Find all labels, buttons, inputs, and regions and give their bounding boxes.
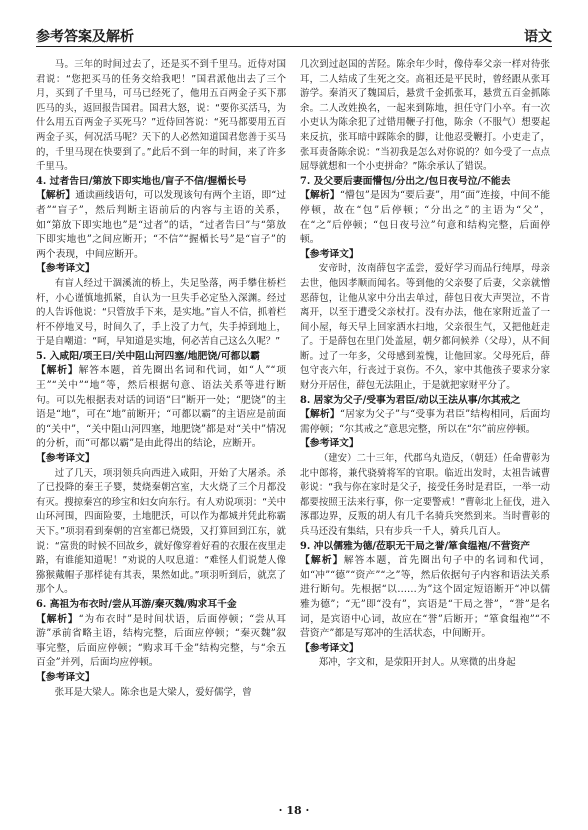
- translation-tag: 【参考译文】: [36, 671, 95, 683]
- analysis-tag: 【解析】: [36, 190, 76, 202]
- translation-paragraph: 马。三年的时间过去了，还是买不到千里马。近侍对国君说：“您把买马的任务交给我吧！”国君派他出去了三个月，买到了千里马，可马已经死了，他用五百两金子买下那匹马的头，返回报告国君。国君大怒，说：“要你买活马，为什么用五百两金子买死马？”近侍回答说：“死马都要用五百两金子买，何况活马呢？天下的人必然知道国君您善于买马的，千里马现在快要到了。”此后不到一年的时间，来了许多千里马。: [36, 59, 286, 173]
- left-column: [36, 58, 286, 700]
- analysis-tag: 【解析】: [300, 190, 340, 202]
- analysis-paragraph: [36, 189, 286, 262]
- analysis-tag: 【解析】: [36, 365, 79, 377]
- question-heading: 4. 过者告曰/第放下即实地也/盲子不信/握楯长号: [36, 175, 247, 187]
- question-heading: 8. 居家为父子/受事为君臣/动以王法从事/尔其戒之: [300, 394, 521, 406]
- translation-paragraph: 几次到过赵国的苦陉。陈余年少时，像侍奉父亲一样对待张耳，二人结成了生死之交。高祖还是平民时，曾经跟从张耳游学。秦消灭了魏国后，悬赏千金抓张耳，悬赏五百金抓陈余。二人改姓换名，一起来到陈地，担任守门小卒。有一次小吏认为陈余犯了过错用鞭子打他，陈余（不服气）想要起来反抗，张耳暗中踩陈余的脚，让他忍受鞭打。小吏走了，张耳责备陈余说：“当初我是怎么对你说的？如今受了一点点屈辱就想和一个小吏拼命？”陈余承认了错误。: [300, 59, 550, 173]
- analysis-text: 解答本题，首先圈出句子中的名词和代词，如“冲”“德”“资产”“之”等，然后依据句子内容和语法关系进行断句。先根据“以……为”这个固定短语断开“冲以儒雅为德”；“无”即“没有”，宾语是“干局之誉”，“誉”是名词，是宾语中心词，故应在“誉”后断开；“箪食缊袍”“不营资产”都是写郑冲的生活状态，中间断开。: [300, 555, 551, 640]
- question-heading: 9. 冲以儒雅为德/莅职无干局之誉/箪食缊袍/不营资产: [300, 540, 531, 552]
- page-number: · 18 ·: [278, 804, 310, 817]
- analysis-paragraph: [300, 408, 550, 437]
- analysis-text: 解答本题，首先圈出名词和代词，如“人”“项王”“关中”“地”等，然后根据句意、语法关系等进行断句。可以先根据表对话的词语“曰”断开一处；“肥饶”的主语是“地”，可在“地”前断开；“可都以霸”的主语应是前面的“关中”，“关中阻山河四塞，地肥饶”都是对“关中”情况的分析，而“可都以霸”是由此得出的结论，应断开。: [36, 365, 287, 450]
- subject-label: 语文: [524, 29, 552, 45]
- translation-tag: 【参考译文】: [300, 642, 359, 654]
- question-heading: 6. 高祖为布衣时/尝从耳游/秦灭魏/购求耳千金: [36, 598, 237, 610]
- analysis-text: “居家为父子”与“受事为君臣”结构相同，后面均需停顿；“尔其戒之”意思完整，所以在“尔”前应停顿。: [300, 409, 550, 435]
- analysis-paragraph: [300, 554, 550, 642]
- analysis-paragraph: [300, 189, 550, 247]
- translation-tag: 【参考译文】: [36, 453, 95, 465]
- analysis-paragraph: [36, 364, 286, 452]
- analysis-tag: 【解析】: [36, 613, 79, 625]
- analysis-paragraph: [36, 613, 286, 671]
- analysis-tag: 【解析】: [300, 409, 340, 421]
- translation-paragraph: 有盲人经过干涸溪流的桥上，失足坠落，两手攀住桥栏杆，小心谨慎地抓紧，自认为一旦失手必定坠入深渊。经过的人告诉他说：“只管放手下来，是实地。”盲人不信，抓着栏杆不停地叉号，时间久了，手上没了力气，失手掉到地上，于是自嘲道：“呵，早知道是实地，何必苦自己这么久呢？”: [36, 277, 286, 348]
- translation-paragraph: 过了几天，项羽领兵向西进入咸阳，开始了大屠杀。杀了已投降的秦王子婴，焚烧秦朝宫室，大火烧了三个月都没有灭。搜掠秦宫的珍宝和妇女向东行。有人劝说项羽：“关中山环河围，四面险要，土地肥沃，可以作为都城并凭此称霸天下。”项羽看到秦朝的宫室都已烧毁，又打算回到江东，就说：“富贵的时候不回故乡，就好像穿着好看的衣服在夜里走路，有谁能知道呢！”劝说的人叹息道：“难怪人们说楚人像猕猴戴帽子那样徒有其表，果然如此。”项羽听到后，就烹了那个人。: [36, 467, 286, 596]
- translation-paragraph: 张耳是大梁人。陈余也是大梁人，爱好儒学，曾: [54, 686, 252, 698]
- running-title: 参考答案及解析: [36, 29, 134, 45]
- analysis-text: “懵包”是因为“要后妻”，用“面”连接，中间不能停顿，故在“包”后停顿；“分出之”的主语为“父”，在“之”后停顿；“包日夜号泣”句意和结构完整，后面停顿。: [300, 190, 550, 246]
- translation-paragraph: （建安）二十三年，代郡乌丸造反，（朝廷）任命曹彰为北中郎将，兼代骁骑将军的官职。临近出发时，太祖告诫曹彰说：“我与你在家时是父子，接受任务时是君臣，一举一动都要按照王法来行事，你一定要警戒！”曹彰北上征伐，进入涿郡边界，反叛的胡人有几千名骑兵突然到来。当时曹彰的兵马还没有集结，只有步兵一千人，骑兵几百人。: [300, 453, 550, 537]
- question-heading: 5. 入咸阳/项王曰/关中阻山河四塞/地肥饶/可都以霸: [36, 350, 260, 362]
- question-heading: 7. 及父要后妻面懵包/分出之/包日夜号泣/不能去: [300, 175, 511, 187]
- translation-tag: 【参考译文】: [36, 263, 95, 275]
- analysis-text: “为布衣时”是时间状语，后面停顿；“尝从耳游”承前省略主语，结构完整，后面应停顿；“秦灭魏”叙事完整，后面应停顿；“购求耳千金”结构完整，与“余五百金”并列，后面均应停顿。: [36, 613, 287, 669]
- analysis-tag: 【解析】: [300, 555, 344, 567]
- translation-tag: 【参考译文】: [300, 438, 359, 450]
- right-column: [300, 58, 550, 671]
- page-header: [36, 24, 552, 47]
- analysis-text: 通读画线语句，可以发现该句有两个主语，即“过者”“盲子”，然后判断主语前后的内容与主语的关系，如“第放下即实地也”是“过者”的话，“过者告曰”与“第放下即实地也”之间应断开；“不信”“握楯长号”是“盲子”的两个表现，中间应断开。: [36, 190, 286, 260]
- translation-paragraph: 安帝时，汝南薛包字孟尝，爱好学习而品行纯厚，母亲去世，他因孝顺而闻名。等到他的父亲娶了后妻，父亲就憎恶薛包，让他从家中分出去单过，薛包日夜大声哭泣，不肯离开，以至于遭受父亲杖打。没有办法，他在家附近盖了一间小屋，每天早上回家洒水扫地，父亲很生气，又把他赶走了。于是薛包在里门处盖屋，朝夕都问候养（父母），从不间断。过了一年多，父母感到羞愧，让他回家。父母死后，薛包守丧六年，行丧过于哀伤。不久，家中其他孩子要求分家财分开居住，薛包无法阻止，于是就把家财平分了。: [300, 263, 550, 392]
- translation-paragraph: 郑冲，字文和，是荥阳开封人。从寒微的出身起: [318, 657, 516, 669]
- translation-tag: 【参考译文】: [300, 248, 359, 260]
